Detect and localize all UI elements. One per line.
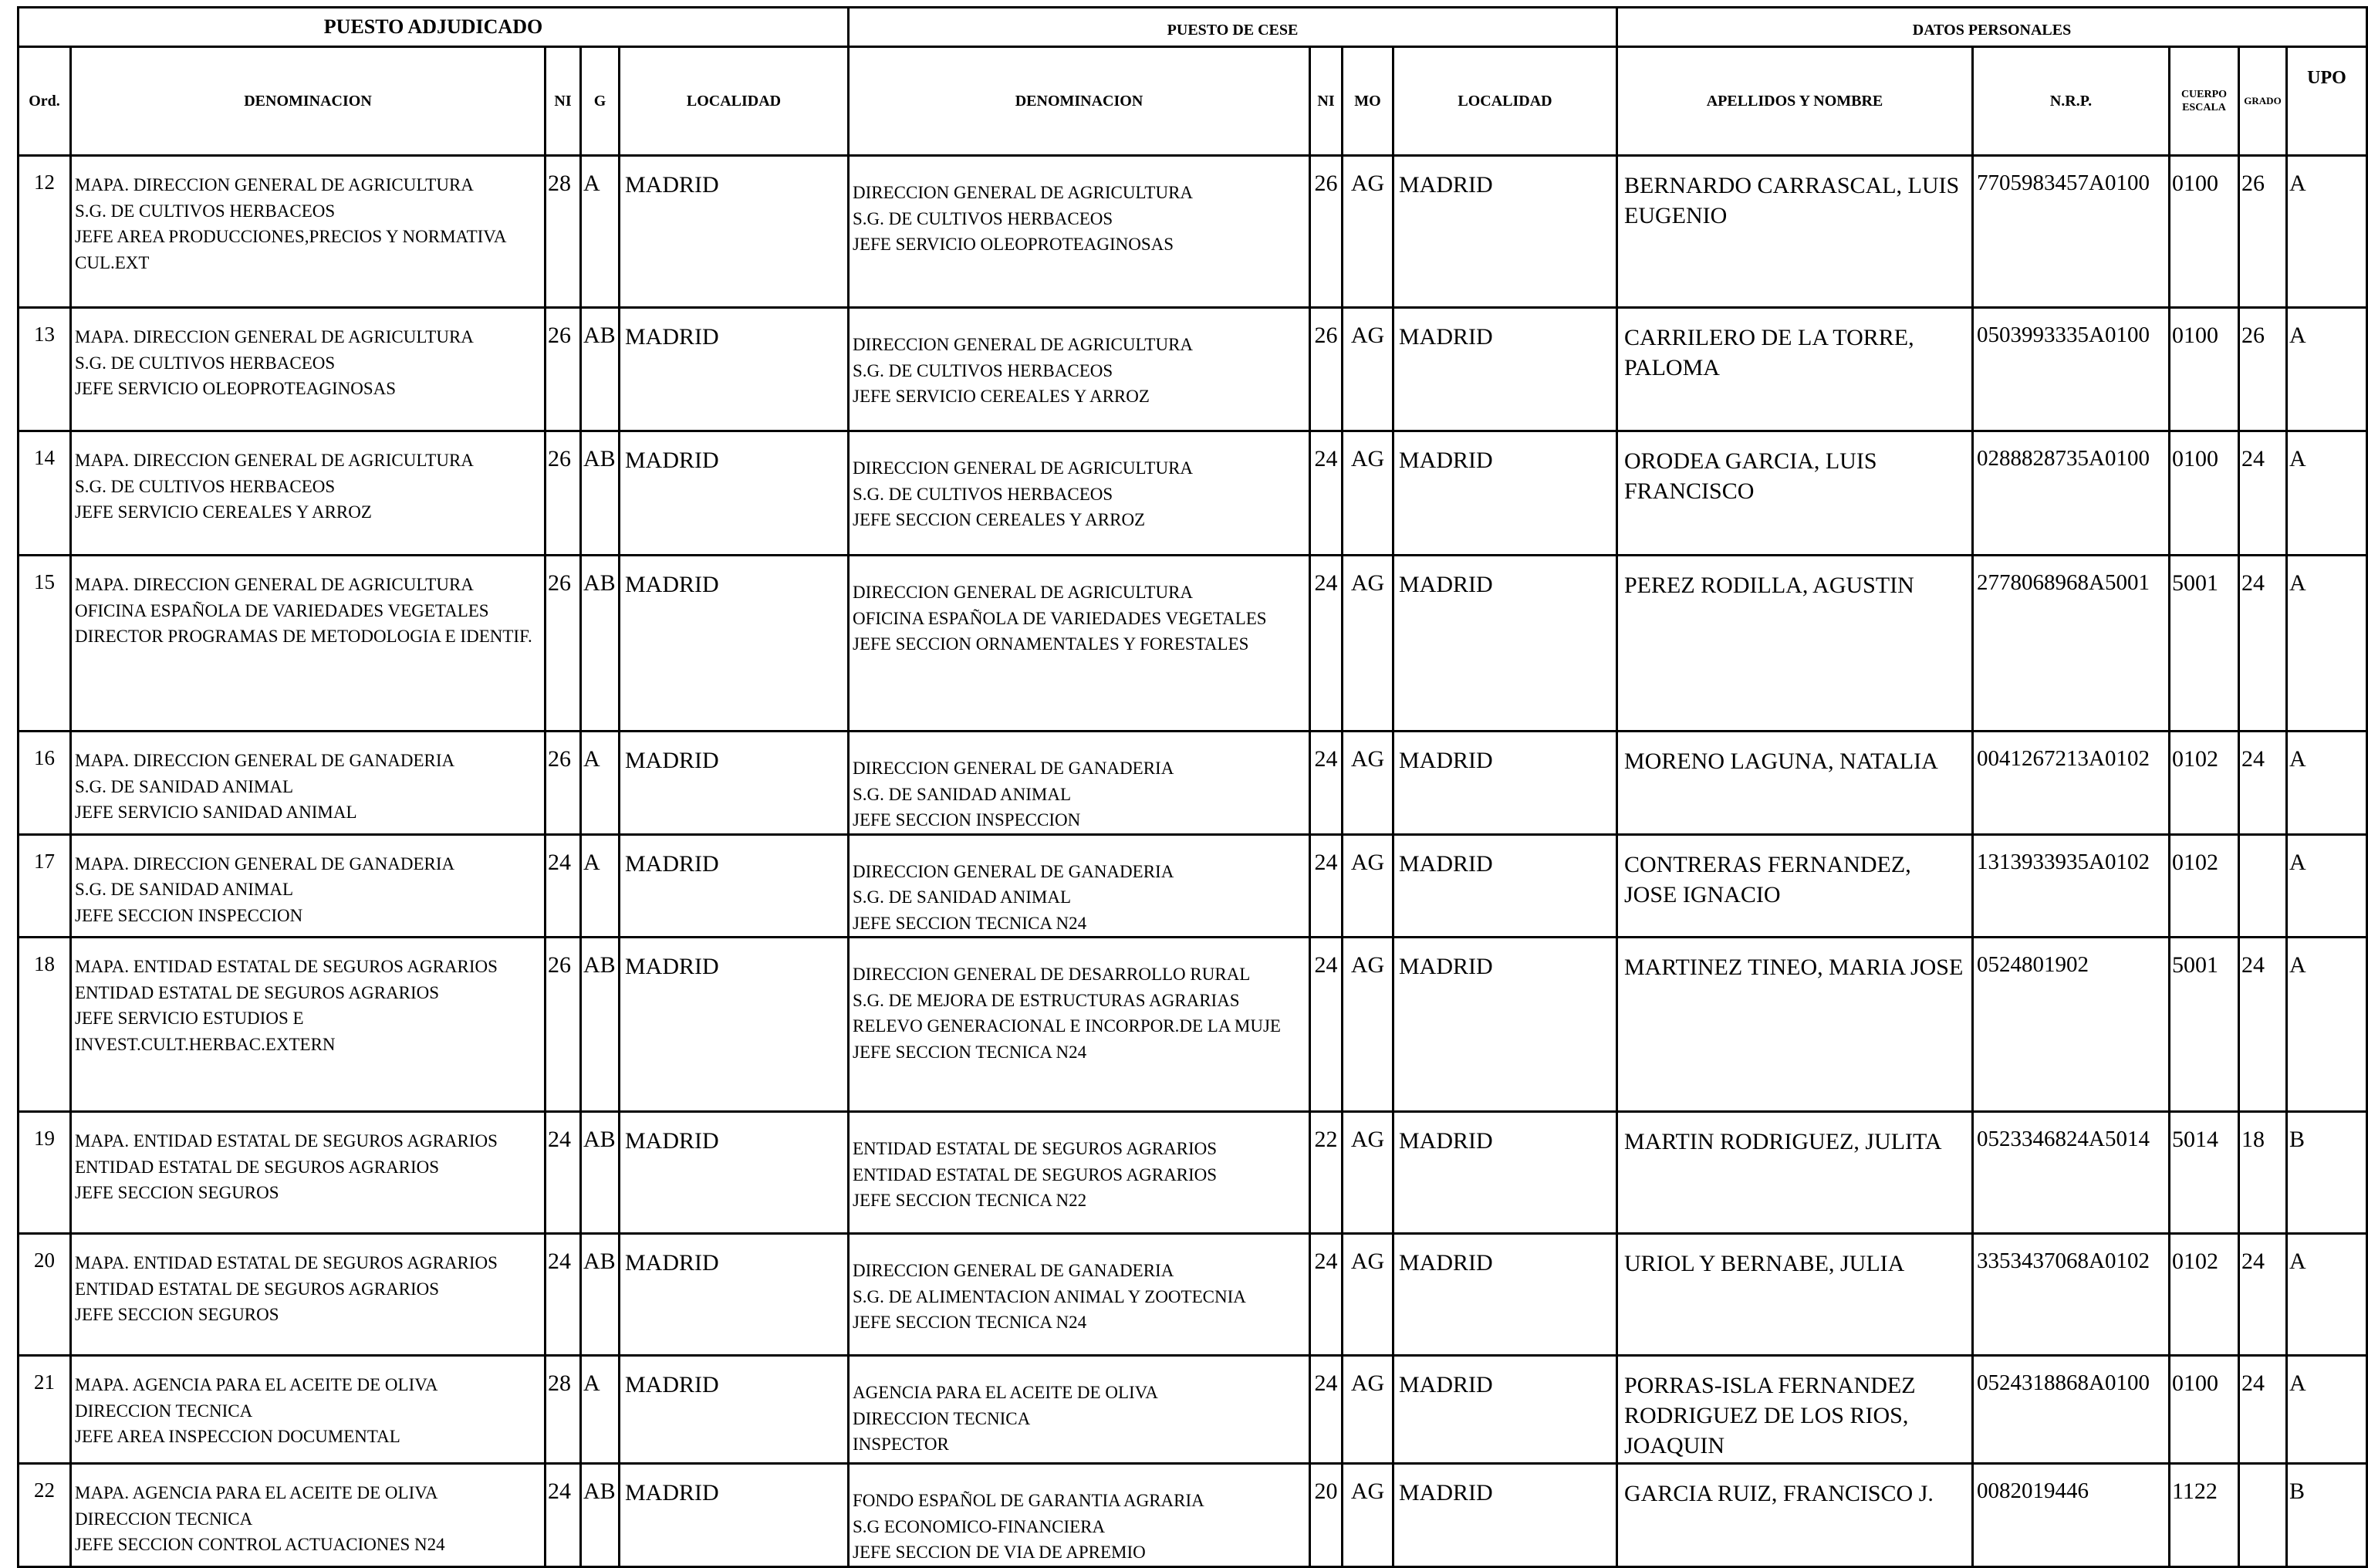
adj-denominacion-line: JEFE SERVICIO SANIDAD ANIMAL [75, 803, 357, 822]
cese-denominacion-line: JEFE SECCION TECNICA N24 [853, 1313, 1087, 1332]
cese-denominacion-line: S.G. DE SANIDAD ANIMAL [853, 887, 1072, 907]
cell-cese-localidad: MADRID [1393, 431, 1617, 556]
cell-ord: 20 [19, 1234, 71, 1356]
cell-adj-ni: 26 [546, 938, 581, 1112]
cell-cese-ni: 24 [1310, 431, 1343, 556]
table-row [19, 1464, 2367, 1567]
cese-denominacion-line: JEFE SECCION TECNICA N24 [853, 913, 1087, 933]
cell-adj-ni: 24 [546, 1234, 581, 1356]
cell-cese-denominacion [849, 308, 1310, 431]
cell-grupo: A [2287, 834, 2367, 938]
adj-denominacion-line: JEFE SECCION SEGUROS [75, 1305, 279, 1324]
cell-cuerpo: 0102 [2170, 1234, 2239, 1356]
cell-adj-denominacion [71, 1464, 546, 1567]
cell-adj-localidad: MADRID [620, 834, 849, 938]
header-g: G [581, 47, 620, 156]
adj-denominacion-line: MAPA. DIRECCION GENERAL DE GANADERIA [75, 751, 455, 770]
cell-cese-localidad: MADRID [1393, 1356, 1617, 1464]
cell-cuerpo: 0100 [2170, 431, 2239, 556]
adj-denominacion-line: DIRECCION TECNICA [75, 1509, 253, 1529]
cell-cese-mo: AG [1343, 1234, 1393, 1356]
cese-denominacion-line: S.G. DE MEJORA DE ESTRUCTURAS AGRARIAS [853, 990, 1240, 1010]
adj-denominacion-line: JEFE AREA PRODUCCIONES,PRECIOS Y NORMATIVA CUL.EXT [75, 227, 506, 272]
cell-grupo: B [2287, 1112, 2367, 1234]
cell-cese-mo: AG [1343, 732, 1393, 835]
cell-grupo: A [2287, 556, 2367, 732]
cell-apellidos-nombre: MARTINEZ TINEO, MARIA JOSE [1617, 938, 1973, 1112]
group-header-row [19, 8, 2367, 47]
adj-denominacion-line: JEFE SECCION INSPECCION [75, 905, 303, 925]
cell-cese-mo: AG [1343, 308, 1393, 431]
cell-cese-ni: 24 [1310, 1234, 1343, 1356]
cell-adj-denominacion [71, 732, 546, 835]
cell-cese-ni: 24 [1310, 938, 1343, 1112]
cell-cuerpo: 0102 [2170, 732, 2239, 835]
cell-ord: 18 [19, 938, 71, 1112]
cese-denominacion-line: DIRECCION GENERAL DE AGRICULTURA [853, 183, 1194, 202]
header-ni-cese: NI [1310, 47, 1343, 156]
cell-cese-ni: 26 [1310, 308, 1343, 431]
column-header-row [19, 47, 2367, 156]
cese-denominacion-line: RELEVO GENERACIONAL E INCORPOR.DE LA MUJE [853, 1016, 1281, 1036]
group-puesto-adjudicado: PUESTO ADJUDICADO [19, 8, 849, 47]
cese-denominacion-line: JEFE SECCION TECNICA N22 [853, 1191, 1087, 1210]
cell-adj-denominacion [71, 431, 546, 556]
cell-grado: 24 [2239, 431, 2287, 556]
cell-apellidos-nombre: MORENO LAGUNA, NATALIA [1617, 732, 1973, 835]
header-apellidos-nombre: APELLIDOS Y NOMBRE [1617, 47, 1973, 156]
adj-denominacion-line: OFICINA ESPAÑOLA DE VARIEDADES VEGETALES [75, 600, 489, 620]
cese-denominacion-line: S.G. DE ALIMENTACION ANIMAL Y ZOOTECNIA [853, 1286, 1246, 1306]
cese-denominacion-line: JEFE SECCION DE VIA DE APREMIO [853, 1543, 1146, 1562]
header-localidad-cese: LOCALIDAD [1393, 47, 1617, 156]
cell-adj-localidad: MADRID [620, 1356, 849, 1464]
adj-denominacion-line: ENTIDAD ESTATAL DE SEGUROS AGRARIOS [75, 982, 440, 1002]
cell-adj-ni: 24 [546, 834, 581, 938]
cell-cese-mo: AG [1343, 1112, 1393, 1234]
cell-cese-ni: 20 [1310, 1464, 1343, 1567]
adj-denominacion-line: JEFE SECCION SEGUROS [75, 1183, 279, 1202]
cell-cuerpo: 1122 [2170, 1464, 2239, 1567]
cell-cese-localidad: MADRID [1393, 732, 1617, 835]
cell-ord: 17 [19, 834, 71, 938]
cell-adj-g: A [581, 1356, 620, 1464]
cell-cese-ni: 24 [1310, 834, 1343, 938]
cese-denominacion-line: JEFE SECCION ORNAMENTALES Y FORESTALES [853, 634, 1249, 654]
cell-cese-localidad: MADRID [1393, 938, 1617, 1112]
cell-ord: 22 [19, 1464, 71, 1567]
cell-cese-denominacion [849, 732, 1310, 835]
cese-denominacion-line: JEFE SECCION TECNICA N24 [853, 1042, 1087, 1062]
cese-denominacion-line: OFICINA ESPAÑOLA DE VARIEDADES VEGETALES [853, 608, 1267, 628]
cell-adj-ni: 28 [546, 1356, 581, 1464]
cell-cese-ni: 22 [1310, 1112, 1343, 1234]
table-body [19, 156, 2367, 1567]
adj-denominacion-line: MAPA. DIRECCION GENERAL DE AGRICULTURA [75, 575, 474, 594]
cell-cuerpo: 0100 [2170, 156, 2239, 308]
table-row [19, 834, 2367, 938]
cell-grado: 18 [2239, 1112, 2287, 1234]
cell-nrp: 0041267213A0102 [1973, 732, 2170, 835]
cell-adj-g: A [581, 732, 620, 835]
cese-denominacion-line: S.G. DE CULTIVOS HERBACEOS [853, 208, 1113, 228]
cese-denominacion-line: DIRECCION GENERAL DE AGRICULTURA [853, 458, 1194, 478]
cell-cese-localidad: MADRID [1393, 1112, 1617, 1234]
adj-denominacion-line: MAPA. ENTIDAD ESTATAL DE SEGUROS AGRARIOS [75, 957, 498, 976]
cell-cuerpo: 5001 [2170, 556, 2239, 732]
cell-cese-localidad: MADRID [1393, 156, 1617, 308]
cell-nrp: 0288828735A0100 [1973, 431, 2170, 556]
cell-nrp: 7705983457A0100 [1973, 156, 2170, 308]
cese-denominacion-line: JEFE SECCION INSPECCION [853, 810, 1081, 830]
table-row [19, 1356, 2367, 1464]
group-puesto-cese: PUESTO DE CESE [849, 8, 1617, 47]
cell-adj-ni: 26 [546, 308, 581, 431]
cell-adj-denominacion [71, 156, 546, 308]
cell-cese-ni: 24 [1310, 1356, 1343, 1464]
cell-adj-denominacion [71, 556, 546, 732]
table-row [19, 1234, 2367, 1356]
table-row [19, 308, 2367, 431]
header-ni: NI [546, 47, 581, 156]
cese-denominacion-line: JEFE SECCION CEREALES Y ARROZ [853, 510, 1146, 529]
cell-cese-mo: AG [1343, 431, 1393, 556]
cell-ord: 12 [19, 156, 71, 308]
cese-denominacion-line: S.G. DE CULTIVOS HERBACEOS [853, 360, 1113, 380]
table-row [19, 556, 2367, 732]
cell-adj-g: AB [581, 431, 620, 556]
header-cuerpo-escala: CUERPO ESCALA [2170, 47, 2239, 156]
cell-adj-localidad: MADRID [620, 556, 849, 732]
cell-grado: 24 [2239, 732, 2287, 835]
cell-adj-localidad: MADRID [620, 1464, 849, 1567]
cell-adj-g: AB [581, 1234, 620, 1356]
cese-denominacion-line: FONDO ESPAÑOL DE GARANTIA AGRARIA [853, 1491, 1204, 1510]
cell-adj-ni: 28 [546, 156, 581, 308]
cese-denominacion-line: DIRECCION GENERAL DE AGRICULTURA [853, 335, 1194, 354]
cell-apellidos-nombre: GARCIA RUIZ, FRANCISCO J. [1617, 1464, 1973, 1567]
cell-grupo: A [2287, 1356, 2367, 1464]
cell-cese-mo: AG [1343, 156, 1393, 308]
cell-adj-localidad: MADRID [620, 1112, 849, 1234]
cell-adj-denominacion [71, 938, 546, 1112]
adj-denominacion-line: ENTIDAD ESTATAL DE SEGUROS AGRARIOS [75, 1157, 440, 1177]
cell-apellidos-nombre: CARRILERO DE LA TORRE, PALOMA [1617, 308, 1973, 431]
cell-adj-g: A [581, 834, 620, 938]
adj-denominacion-line: S.G. DE CULTIVOS HERBACEOS [75, 201, 336, 221]
cell-grado: 26 [2239, 156, 2287, 308]
cese-denominacion-line: JEFE SERVICIO OLEOPROTEAGINOSAS [853, 235, 1174, 254]
cell-grupo: A [2287, 431, 2367, 556]
cell-ord: 14 [19, 431, 71, 556]
adj-denominacion-line: ENTIDAD ESTATAL DE SEGUROS AGRARIOS [75, 1279, 440, 1299]
cell-adj-localidad: MADRID [620, 308, 849, 431]
cese-denominacion-line: DIRECCION GENERAL DE GANADERIA [853, 759, 1174, 778]
cell-cese-denominacion [849, 1234, 1310, 1356]
cell-adj-denominacion [71, 1234, 546, 1356]
cell-nrp: 0503993335A0100 [1973, 308, 2170, 431]
cell-grado: 26 [2239, 308, 2287, 431]
header-denominacion-cese: DENOMINACION [849, 47, 1310, 156]
cell-cese-denominacion [849, 834, 1310, 938]
cell-cese-localidad: MADRID [1393, 308, 1617, 431]
cell-adj-localidad: MADRID [620, 431, 849, 556]
cell-adj-g: AB [581, 1464, 620, 1567]
cell-adj-g: AB [581, 556, 620, 732]
adj-denominacion-line: MAPA. ENTIDAD ESTATAL DE SEGUROS AGRARIOS [75, 1253, 498, 1272]
cell-cese-mo: AG [1343, 1356, 1393, 1464]
cell-nrp: 0524801902 [1973, 938, 2170, 1112]
cell-nrp: 0524318868A0100 [1973, 1356, 2170, 1464]
cell-cese-mo: AG [1343, 938, 1393, 1112]
cell-ord: 13 [19, 308, 71, 431]
cell-adj-g: A [581, 156, 620, 308]
cell-grupo: A [2287, 308, 2367, 431]
cell-adj-denominacion [71, 1356, 546, 1464]
cell-adj-localidad: MADRID [620, 732, 849, 835]
adj-denominacion-line: DIRECCION TECNICA [75, 1401, 253, 1421]
cell-grado: 24 [2239, 556, 2287, 732]
adj-denominacion-line: MAPA. DIRECCION GENERAL DE AGRICULTURA [75, 327, 474, 346]
cell-cese-denominacion [849, 1112, 1310, 1234]
cell-apellidos-nombre: MARTIN RODRIGUEZ, JULITA [1617, 1112, 1973, 1234]
adj-denominacion-line: JEFE SECCION CONTROL ACTUACIONES N24 [75, 1535, 445, 1554]
assignments-table [17, 6, 2368, 1568]
cell-cese-denominacion [849, 431, 1310, 556]
cell-nrp: 0082019446 [1973, 1464, 2170, 1567]
cell-adj-denominacion [71, 1112, 546, 1234]
table-row [19, 156, 2367, 308]
cell-apellidos-nombre: BERNARDO CARRASCAL, LUIS EUGENIO [1617, 156, 1973, 308]
adj-denominacion-line: MAPA. AGENCIA PARA EL ACEITE DE OLIVA [75, 1375, 438, 1394]
cell-cuerpo: 5014 [2170, 1112, 2239, 1234]
cell-cese-denominacion [849, 1464, 1310, 1567]
cell-cese-localidad: MADRID [1393, 556, 1617, 732]
header-grupo: UPO [2287, 47, 2367, 156]
cell-grupo: B [2287, 1464, 2367, 1567]
cese-denominacion-line: DIRECCION TECNICA [853, 1408, 1031, 1428]
cell-adj-localidad: MADRID [620, 938, 849, 1112]
cell-apellidos-nombre: CONTRERAS FERNANDEZ, JOSE IGNACIO [1617, 834, 1973, 938]
cell-grupo: A [2287, 1234, 2367, 1356]
adj-denominacion-line: JEFE AREA INSPECCION DOCUMENTAL [75, 1427, 400, 1446]
adj-denominacion-line: MAPA. AGENCIA PARA EL ACEITE DE OLIVA [75, 1483, 438, 1502]
cell-adj-localidad: MADRID [620, 1234, 849, 1356]
adj-denominacion-line: MAPA. DIRECCION GENERAL DE GANADERIA [75, 853, 455, 874]
cell-cuerpo: 5001 [2170, 938, 2239, 1112]
cell-adj-ni: 24 [546, 1112, 581, 1234]
cell-adj-ni: 26 [546, 556, 581, 732]
cell-cese-localidad: MADRID [1393, 834, 1617, 938]
cell-cese-localidad: MADRID [1393, 1234, 1617, 1356]
cese-denominacion-line: S.G. DE SANIDAD ANIMAL [853, 784, 1072, 804]
cese-denominacion-line: JEFE SERVICIO CEREALES Y ARROZ [853, 387, 1150, 406]
cell-nrp: 2778068968A5001 [1973, 556, 2170, 732]
adj-denominacion-line: MAPA. ENTIDAD ESTATAL DE SEGUROS AGRARIOS [75, 1131, 498, 1151]
cell-cese-mo: AG [1343, 556, 1393, 732]
cell-adj-localidad: MADRID [620, 156, 849, 308]
cell-ord: 16 [19, 732, 71, 835]
adj-denominacion-line: S.G. DE CULTIVOS HERBACEOS [75, 476, 336, 496]
adj-denominacion-line: JEFE SERVICIO ESTUDIOS E INVEST.CULT.HERBAC.EXTERN [75, 1009, 336, 1054]
cell-cuerpo: 0100 [2170, 1356, 2239, 1464]
cell-apellidos-nombre: ORODEA GARCIA, LUIS FRANCISCO [1617, 431, 1973, 556]
adj-denominacion-line: S.G. DE CULTIVOS HERBACEOS [75, 353, 336, 373]
header-localidad: LOCALIDAD [620, 47, 849, 156]
cell-cese-denominacion [849, 556, 1310, 732]
header-grado: GRADO [2239, 47, 2287, 156]
cell-cese-localidad: MADRID [1393, 1464, 1617, 1567]
cell-nrp: 1313933935A0102 [1973, 834, 2170, 938]
table-row [19, 431, 2367, 556]
cell-grupo: A [2287, 156, 2367, 308]
cese-denominacion-line: DIRECCION GENERAL DE DESARROLLO RURAL [853, 965, 1251, 984]
cell-cese-ni: 24 [1310, 732, 1343, 835]
header-nrp: N.R.P. [1973, 47, 2170, 156]
cell-grado: 24 [2239, 1356, 2287, 1464]
cell-nrp: 3353437068A0102 [1973, 1234, 2170, 1356]
cell-grado: 24 [2239, 1234, 2287, 1356]
cell-grupo: A [2287, 732, 2367, 835]
cell-cese-mo: AG [1343, 834, 1393, 938]
cell-ord: 19 [19, 1112, 71, 1234]
cell-adj-denominacion [71, 308, 546, 431]
cell-adj-ni: 26 [546, 431, 581, 556]
cese-denominacion-line: S.G ECONOMICO-FINANCIERA [853, 1516, 1106, 1536]
cell-apellidos-nombre: PORRAS-ISLA FERNANDEZ RODRIGUEZ DE LOS RIOS, JOAQUIN [1617, 1356, 1973, 1464]
cese-denominacion-line: AGENCIA PARA EL ACEITE DE OLIVA [853, 1383, 1158, 1402]
cell-cese-denominacion [849, 1356, 1310, 1464]
cell-adj-g: AB [581, 308, 620, 431]
cell-cese-denominacion [849, 156, 1310, 308]
table-row [19, 732, 2367, 835]
cell-ord: 21 [19, 1356, 71, 1464]
cell-adj-ni: 24 [546, 1464, 581, 1567]
cell-cese-mo: AG [1343, 1464, 1393, 1567]
adj-denominacion-line: DIRECTOR PROGRAMAS DE METODOLOGIA E IDENTIF. [75, 627, 532, 646]
cell-grado [2239, 1464, 2287, 1567]
cell-grado [2239, 834, 2287, 938]
cell-adj-g: AB [581, 1112, 620, 1234]
table-row [19, 938, 2367, 1112]
cell-adj-denominacion [71, 834, 546, 938]
cese-denominacion-line: DIRECCION GENERAL DE GANADERIA [853, 861, 1174, 881]
adj-denominacion-line: MAPA. DIRECCION GENERAL DE AGRICULTURA [75, 451, 474, 470]
table-row [19, 1112, 2367, 1234]
cese-denominacion-line: ENTIDAD ESTATAL DE SEGUROS AGRARIOS [853, 1139, 1218, 1158]
adj-denominacion-line: S.G. DE SANIDAD ANIMAL [75, 776, 294, 796]
cell-apellidos-nombre: PEREZ RODILLA, AGUSTIN [1617, 556, 1973, 732]
header-ord: Ord. [19, 47, 71, 156]
group-datos-personales: DATOS PERSONALES [1617, 8, 2367, 47]
cell-cuerpo: 0102 [2170, 834, 2239, 938]
cese-denominacion-line: DIRECCION GENERAL DE GANADERIA [853, 1261, 1174, 1280]
cell-grupo: A [2287, 938, 2367, 1112]
cell-ord: 15 [19, 556, 71, 732]
header-denominacion: DENOMINACION [71, 47, 546, 156]
cell-grado: 24 [2239, 938, 2287, 1112]
cell-cese-ni: 24 [1310, 556, 1343, 732]
adj-denominacion-line: JEFE SERVICIO CEREALES Y ARROZ [75, 502, 372, 522]
cese-denominacion-line: INSPECTOR [853, 1435, 949, 1454]
cell-adj-ni: 26 [546, 732, 581, 835]
cell-apellidos-nombre: URIOL Y BERNABE, JULIA [1617, 1234, 1973, 1356]
cell-adj-g: AB [581, 938, 620, 1112]
cese-denominacion-line: DIRECCION GENERAL DE AGRICULTURA [853, 583, 1194, 602]
cell-nrp: 0523346824A5014 [1973, 1112, 2170, 1234]
cell-cese-ni: 26 [1310, 156, 1343, 308]
cese-denominacion-line: S.G. DE CULTIVOS HERBACEOS [853, 484, 1113, 504]
adj-denominacion-line: S.G. DE SANIDAD ANIMAL [75, 880, 294, 899]
cell-cuerpo: 0100 [2170, 308, 2239, 431]
cese-denominacion-line: ENTIDAD ESTATAL DE SEGUROS AGRARIOS [853, 1164, 1218, 1184]
adj-denominacion-line: JEFE SERVICIO OLEOPROTEAGINOSAS [75, 379, 397, 398]
cell-cese-denominacion [849, 938, 1310, 1112]
header-mo: MO [1343, 47, 1393, 156]
adj-denominacion-line: MAPA. DIRECCION GENERAL DE AGRICULTURA [75, 175, 474, 194]
